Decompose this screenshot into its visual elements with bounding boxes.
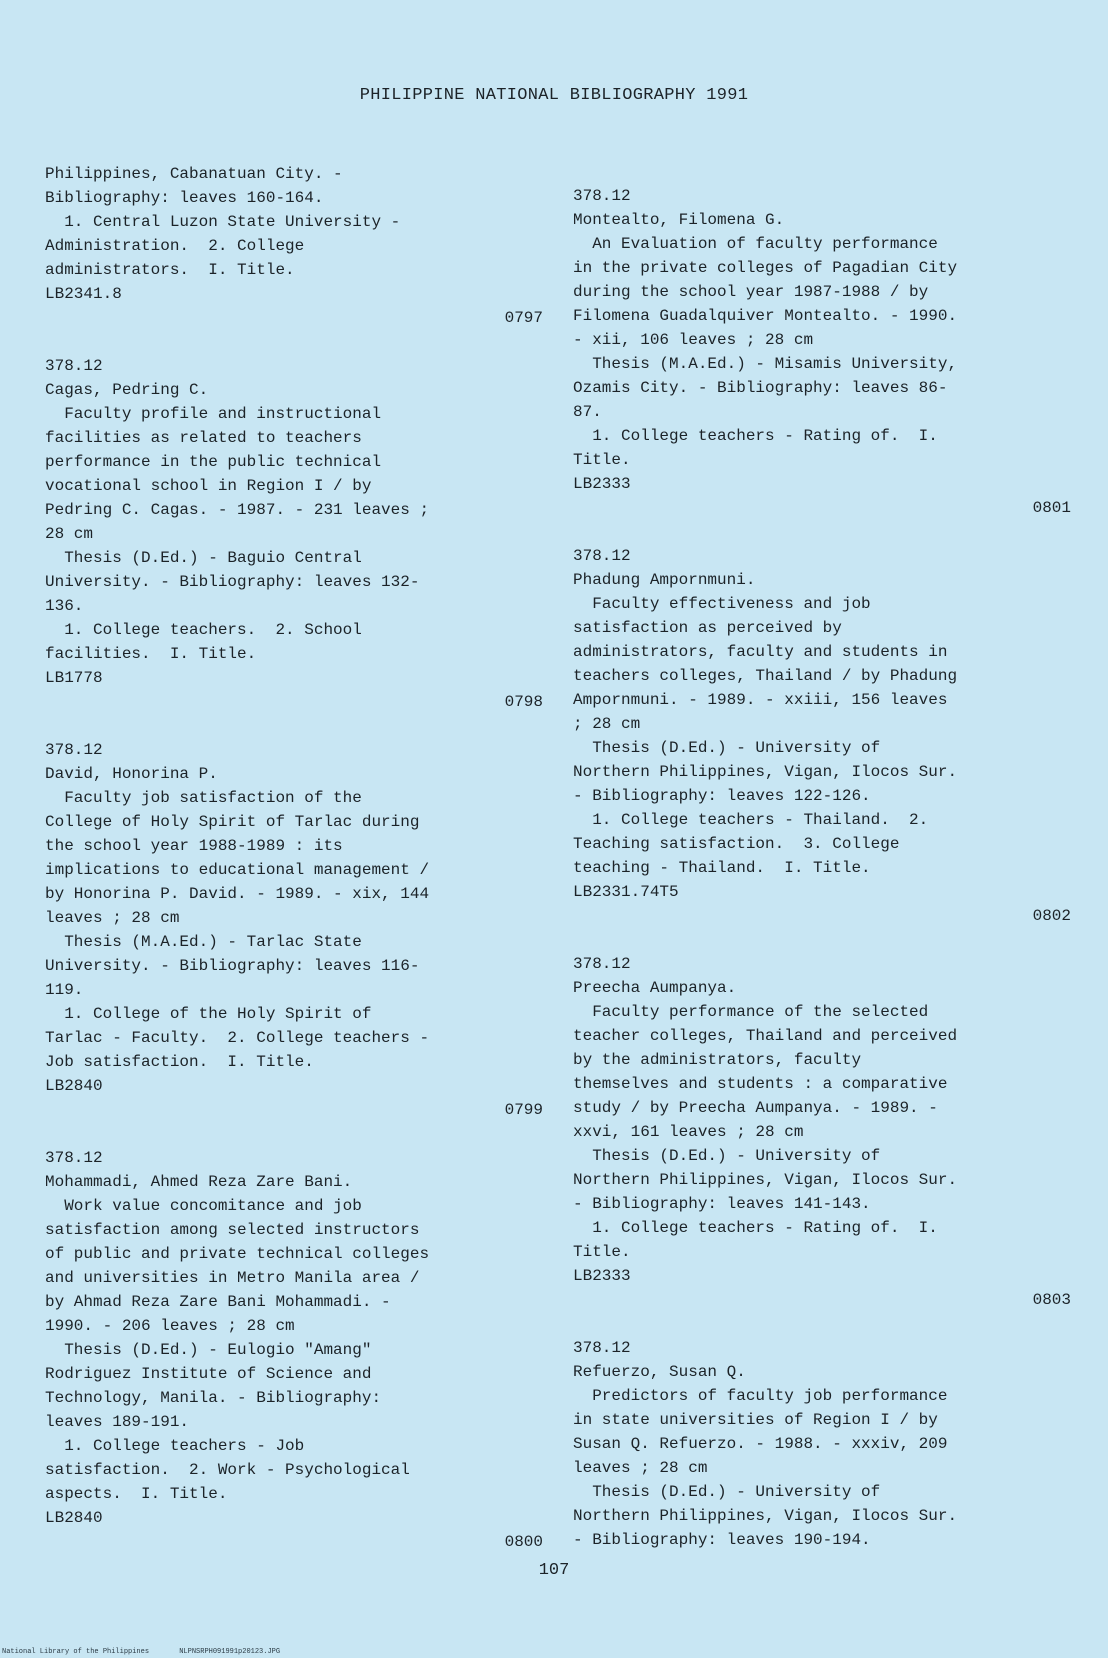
entry-line: teachers colleges, Thailand / by Phadung <box>573 667 958 685</box>
entry-line: LB2840 <box>45 1509 103 1527</box>
bibliography-entry <box>45 1146 545 1578</box>
entry-line: 378.12 <box>573 547 631 565</box>
entry-line: Preecha Aumpanya. <box>573 979 737 997</box>
entry-line: aspects. I. Title. <box>45 1485 228 1503</box>
entry-line: satisfaction as perceived by <box>573 619 842 637</box>
entry-line: leaves ; 28 cm <box>573 1459 708 1477</box>
scan-footer <box>2 1648 280 1656</box>
entry-line: 378.12 <box>45 357 103 375</box>
entry-line: during the school year 1987-1988 / by <box>573 283 929 301</box>
entry-line: implications to educational management / <box>45 861 430 879</box>
entry-gap <box>45 330 545 354</box>
entry-line: 1990. - 206 leaves ; 28 cm <box>45 1317 295 1335</box>
entry-line: 87. <box>573 403 602 421</box>
entry-line: facilities. I. Title. <box>45 645 257 663</box>
entry-line: Thesis (D.Ed.) - University of <box>573 1483 881 1501</box>
entry-line: vocational school in Region I / by <box>45 477 372 495</box>
bibliography-entry <box>45 162 545 354</box>
entry-line: 378.12 <box>573 955 631 973</box>
entry-line: An Evaluation of faculty performance <box>573 235 938 253</box>
entry-line: Northern Philippines, Vigan, Ilocos Sur. <box>573 1507 958 1525</box>
entry-line: 378.12 <box>573 187 631 205</box>
entry-gap <box>45 1122 545 1146</box>
entry-line: Phadung Ampornmuni. <box>573 571 756 589</box>
entry-line: Work value concomitance and job <box>45 1197 362 1215</box>
entry-line: leaves 189-191. <box>45 1413 190 1431</box>
page-number: 107 <box>538 1561 570 1580</box>
entry-line: Thesis (D.Ed.) - University of <box>573 1147 881 1165</box>
entry-line: Predictors of faculty job performance <box>573 1387 948 1405</box>
entry-line: University. - Bibliography: leaves 116- <box>45 957 420 975</box>
entry-line: Mohammadi, Ahmed Reza Zare Bani. <box>45 1173 353 1191</box>
entry-line: satisfaction. 2. Work - Psychological <box>45 1461 410 1479</box>
entry-line: Philippines, Cabanatuan City. - <box>45 165 343 183</box>
entry-line: LB2341.8 <box>45 285 122 303</box>
entry-line: Faculty profile and instructional <box>45 405 382 423</box>
entry-number: 0801 <box>1032 499 1071 517</box>
entry-line: - Bibliography: leaves 122-126. <box>573 787 871 805</box>
entry-line: Filomena Guadalquiver Montealto. - 1990. <box>573 307 958 325</box>
entry-line: Thesis (D.Ed.) - University of <box>573 739 881 757</box>
entry-line: Refuerzo, Susan Q. <box>573 1363 746 1381</box>
entry-line: Thesis (D.Ed.) - Baguio Central <box>45 549 362 567</box>
entry-line: 1. College teachers - Thailand. 2. <box>573 811 929 829</box>
entry-line: - xii, 106 leaves ; 28 cm <box>573 331 814 349</box>
entry-line: LB2333 <box>573 475 631 493</box>
page-header: PHILIPPINE NATIONAL BIBLIOGRAPHY 1991 <box>359 86 749 105</box>
entry-line: and universities in Metro Manila area / <box>45 1269 420 1287</box>
entry-gap <box>573 520 1073 544</box>
entry-line: Administration. 2. College <box>45 237 305 255</box>
footer-filename: NLPNSRPH091991p20123.JPG <box>179 1648 281 1656</box>
bibliography-entry <box>573 544 1073 952</box>
bibliography-entry <box>45 738 545 1146</box>
entry-line: Faculty job satisfaction of the <box>45 789 362 807</box>
entry-line: administrators, faculty and students in <box>573 643 948 661</box>
entry-number: 0797 <box>504 309 543 327</box>
entry-number: 0798 <box>504 693 543 711</box>
entry-line: 136. <box>45 597 84 615</box>
entry-line: 1. College of the Holy Spirit of <box>45 1005 372 1023</box>
entry-line: teacher colleges, Thailand and perceived <box>573 1027 958 1045</box>
entry-line: LB1778 <box>45 669 103 687</box>
entry-line: 1. College teachers - Rating of. I. <box>573 1219 938 1237</box>
entry-line: 378.12 <box>573 1339 631 1357</box>
entry-line: Thesis (M.A.Ed.) - Tarlac State <box>45 933 362 951</box>
entry-gap <box>573 928 1073 952</box>
entry-line: Technology, Manila. - Bibliography: <box>45 1389 382 1407</box>
entry-line: David, Honorina P. <box>45 765 218 783</box>
entry-line: - Bibliography: leaves 190-194. <box>573 1531 871 1549</box>
entry-line: Susan Q. Refuerzo. - 1988. - xxxiv, 209 <box>573 1435 948 1453</box>
entry-line: Title. <box>573 1243 631 1261</box>
entry-line: 1. College teachers. 2. School <box>45 621 362 639</box>
entry-line: LB2331.74T5 <box>573 883 679 901</box>
bibliography-entry <box>573 184 1073 544</box>
entry-line: teaching - Thailand. I. Title. <box>573 859 871 877</box>
entry-gap <box>573 1312 1073 1336</box>
entry-number: 0803 <box>1032 1291 1071 1309</box>
entry-line: Rodriguez Institute of Science and <box>45 1365 372 1383</box>
entry-line: by Honorina P. David. - 1989. - xix, 144 <box>45 885 430 903</box>
entry-line: themselves and students : a comparative <box>573 1075 948 1093</box>
entry-line: LB2333 <box>573 1267 631 1285</box>
entry-line: Cagas, Pedring C. <box>45 381 209 399</box>
entry-line: 1. College teachers - Rating of. I. <box>573 427 938 445</box>
left-column <box>45 162 545 1578</box>
entry-line: Job satisfaction. I. Title. <box>45 1053 314 1071</box>
entry-line: in state universities of Region I / by <box>573 1411 938 1429</box>
bibliography-entry <box>573 952 1073 1336</box>
entry-line: Bibliography: leaves 160-164. <box>45 189 324 207</box>
entry-line: the school year 1988-1989 : its <box>45 837 343 855</box>
entry-line: Pedring C. Cagas. - 1987. - 231 leaves ; <box>45 501 430 519</box>
entry-line: administrators. I. Title. <box>45 261 295 279</box>
footer-library: National Library of the Philippines <box>2 1648 150 1656</box>
entry-number: 0802 <box>1032 907 1071 925</box>
entry-line: Thesis (M.A.Ed.) - Misamis University, <box>573 355 958 373</box>
entry-number: 0800 <box>504 1533 543 1551</box>
entry-line: 119. <box>45 981 84 999</box>
right-column <box>573 184 1073 1552</box>
entry-line: Faculty effectiveness and job <box>573 595 871 613</box>
entry-line: in the private colleges of Pagadian City <box>573 259 958 277</box>
entry-line: LB2840 <box>45 1077 103 1095</box>
entry-number: 0799 <box>504 1101 543 1119</box>
entry-line: Tarlac - Faculty. 2. College teachers - <box>45 1029 430 1047</box>
entry-line: - Bibliography: leaves 141-143. <box>573 1195 871 1213</box>
entry-line: leaves ; 28 cm <box>45 909 180 927</box>
entry-line: Thesis (D.Ed.) - Eulogio "Amang" <box>45 1341 372 1359</box>
entry-gap <box>45 714 545 738</box>
entry-line: of public and private technical colleges <box>45 1245 430 1263</box>
entry-line: 28 cm <box>45 525 94 543</box>
entry-line: College of Holy Spirit of Tarlac during <box>45 813 420 831</box>
entry-line: facilities as related to teachers <box>45 429 362 447</box>
entry-line: performance in the public technical <box>45 453 382 471</box>
entry-line: by the administrators, faculty <box>573 1051 862 1069</box>
entry-line: University. - Bibliography: leaves 132- <box>45 573 420 591</box>
entry-line: xxvi, 161 leaves ; 28 cm <box>573 1123 804 1141</box>
entry-line: study / by Preecha Aumpanya. - 1989. - <box>573 1099 938 1117</box>
entry-line: satisfaction among selected instructors <box>45 1221 420 1239</box>
entry-line: 378.12 <box>45 741 103 759</box>
entry-line: Ozamis City. - Bibliography: leaves 86- <box>573 379 948 397</box>
entry-line: Ampornmuni. - 1989. - xxiii, 156 leaves <box>573 691 948 709</box>
entry-line: Faculty performance of the selected <box>573 1003 929 1021</box>
bibliography-entry <box>573 1336 1073 1552</box>
entry-line: by Ahmad Reza Zare Bani Mohammadi. - <box>45 1293 391 1311</box>
entry-line: ; 28 cm <box>573 715 641 733</box>
entry-line: 1. College teachers - Job <box>45 1437 305 1455</box>
bibliography-entry <box>45 354 545 738</box>
entry-line: Montealto, Filomena G. <box>573 211 785 229</box>
entry-line: Northern Philippines, Vigan, Ilocos Sur. <box>573 763 958 781</box>
entry-line: Northern Philippines, Vigan, Ilocos Sur. <box>573 1171 958 1189</box>
entry-line: Title. <box>573 451 631 469</box>
entry-line: Teaching satisfaction. 3. College <box>573 835 900 853</box>
entry-line: 378.12 <box>45 1149 103 1167</box>
entry-line: 1. Central Luzon State University - <box>45 213 401 231</box>
